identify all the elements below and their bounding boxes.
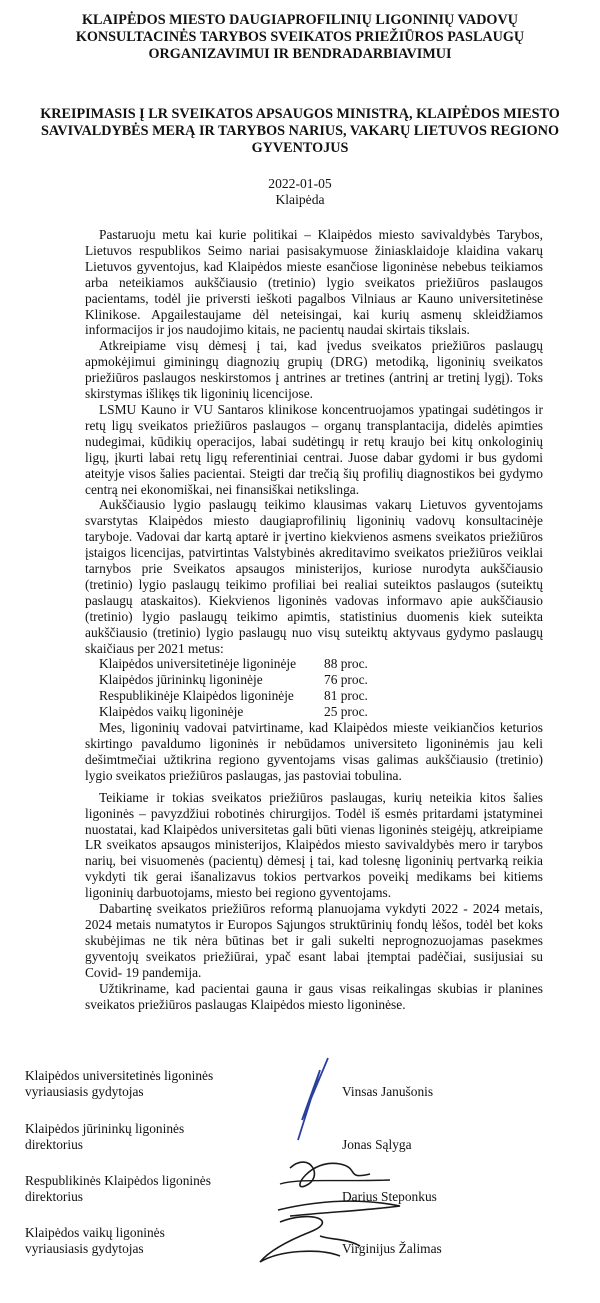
role-line: vyriausiasis gydytojas <box>25 1240 144 1256</box>
paragraph: Mes, ligoninių vadovai patvirtiname, kad Klaipėdos mieste veikiančios keturios skirtingo pavaldumo ligoninės ir nebūdamos universiteto ligoninėmis jau keli dešimtmečiai užtikrina regiono gyventojams visas galimas aukščiausio (tretinio) lygio sveikatos priežiūros paslaugas, jas pastoviai tobulina. <box>85 720 543 783</box>
paragraph: Atkreipiame visų dėmesį į tai, kad įvedus sveikatos priežiūros paslaugų apmokėjimui giminingų diagnozių grupių (DRG) metodiką, ligoninių sveikatos priežiūros paslaugos neskirstomos į antrines ar tretines (antrinį ar tretinį lygį). Toks skirstymas išlikęs tik ligoninių licencijose. <box>85 338 543 402</box>
statistics-table <box>99 656 404 720</box>
percentage-value: 25 proc. <box>324 704 368 720</box>
subject-line: KREIPIMASIS Į LR SVEIKATOS APSAUGOS MINISTRĄ, KLAIPĖDOS MIESTO <box>40 106 560 122</box>
percentage-value: 76 proc. <box>324 672 368 688</box>
document-place: Klaipėda <box>275 192 325 207</box>
paragraph: Aukščiausio lygio paslaugų teikimo klausimas vakarų Lietuvos gyventojams svarstytas Klaipėdos miesto daugiaprofilinių ligoninių vadovų konsultacinėje taryboje. Vadovai dar kartą aptarė ir įvertino kiekvienos asmens sveikatos priežiūros įstaigos licencijas, patvirtintas Valstybinės akreditavimo sveikatos priežiūros veiklai tarnybos prie Sveikatos apsaugos ministerijos, kuriose nurodyta aukščiausio (tretinio) lygio paslaugų teikimo profiliai bei realiai suteiktos paslaugos (suteiktų paslaugų ataskaitos). Kiekvienos ligoninės vadovas informavo apie aukščiausio (tretinio) lygio paslaugų teikimo apimtis, statistinius duomenis kiek suteikta aukščiausio (tretinio) lygio paslaugų nuo visų suteiktų aktyvaus gydymo paslaugų skaičiaus per 2021 metus: <box>85 497 543 656</box>
table-row <box>99 656 404 672</box>
subject-line: SAVIVALDYBĖS MERĄ IR TARYBOS NARIUS, VAKARŲ LIETUVOS REGIONO <box>41 123 559 139</box>
header-line: ORGANIZAVIMUI IR BENDRADARBIAVIMUI <box>148 46 452 62</box>
subject-line: GYVENTOJUS <box>251 140 349 156</box>
subject-heading <box>30 106 570 157</box>
signatory-name: Darius Steponkus <box>342 1189 437 1204</box>
header-line: KLAIPĖDOS MIESTO DAUGIAPROFILINIŲ LIGONINIŲ VADOVŲ <box>82 12 518 28</box>
document-date: 2022-01-05 <box>268 176 332 191</box>
role-line: Klaipėdos universitetinės ligoninės <box>25 1068 214 1083</box>
paragraph: Užtikriname, kad pacientai gauna ir gaus visas reikalingas skubias ir planines sveikatos priežiūros paslaugas Klaipėdos miesto ligoninėse. <box>85 980 543 1012</box>
role-line: direktorius <box>25 1188 84 1204</box>
signatory-name: Jonas Sąlyga <box>342 1137 412 1152</box>
header-line: KONSULTACINĖS TARYBOS SVEIKATOS PRIEŽIŪROS PASLAUGŲ <box>75 29 525 45</box>
hospital-name: Klaipėdos universitetinėje ligoninėje <box>99 656 297 672</box>
signatory-name: Virginijus Žalimas <box>342 1241 442 1256</box>
percentage-value: 88 proc. <box>324 656 368 672</box>
percentage-value: 81 proc. <box>324 688 368 704</box>
hospital-name: Klaipėdos jūrininkų ligoninėje <box>99 672 263 688</box>
paragraph: Dabartinę sveikatos priežiūros reformą planuojama vykdyti 2022 - 2024 metais, 2024 metais numatytos ir Europos Sąjungos struktūrinių fondų lėšos, todėl bet koks skubėjimas ne tik nėra būtinas bet ir gali sukelti neprognozuojamas pasekmes gyventojų sveikatos priežiūrai, ypač esant labai įtemptai padėčiai, susijusiai su Covid- 19 pandemija. <box>85 901 543 980</box>
role-line: vyriausiasis gydytojas <box>25 1083 144 1099</box>
hospital-name: Klaipėdos vaikų ligoninėje <box>99 704 244 720</box>
paragraph: Teikiame ir tokias sveikatos priežiūros paslaugas, kurių neteikia kitos šalies ligoninės – pavyzdžiui robotinės chirurgijos. Todėl iš esmės pritardami įstatyminei nuostatai, kad Klaipėdos universitetas gali būti vienas ligoninės steigėjų, atkreipiame LR sveikatos apsaugos ministerijos, Klaipėdos miesto savivaldybės mero ir tarybos narių, bei visuomenės (pacientų) dėmesį į tai, kad tolesnę ligoninių pertvarką reikia vykdyti tik gerai išanalizavus tokios pertvarkos poveikį medikams bei kitiems ligoninių darbuotojams, miesto bei regiono gyventojams. <box>85 789 543 901</box>
signatory-name: Vinsas Janušonis <box>342 1084 434 1099</box>
signatory-role <box>25 1121 265 1153</box>
table-row <box>99 672 404 688</box>
signatory-role <box>25 1225 265 1257</box>
table-row <box>99 704 404 720</box>
signatory-role <box>25 1173 265 1205</box>
paragraph: Pastaruoju metu kai kurie politikai – Klaipėdos miesto savivaldybės Tarybos, Lietuvos respublikos Seimo nariai pasisakymuose žiniasklaidoje klaidina vakarų Lietuvos gyventojus, kad Klaipėdos mieste esančiose ligoninėse nebebus teikiamos arba neteikiamos aukščiausio (tretinio) lygio sveikatos priežiūros paslaugos pacientams, todėl jie priversti ieškoti pagalbos Vilniaus ar Kauno universitetinėse Klinikose. Apgailestaujame dėl neteisingai, kai kurių asmenų skleidžiamos informacijos ir jos naudojimo kitais, ne pacientų naudai skirtais tikslais. <box>85 227 543 338</box>
role-line: Klaipėdos jūrininkų ligoninės <box>25 1121 185 1136</box>
role-line: direktorius <box>25 1136 84 1152</box>
hospital-name: Respublikinėje Klaipėdos ligoninėje <box>99 688 294 704</box>
paragraph: LSMU Kauno ir VU Santaros klinikose koncentruojamos ypatingai sudėtingos ir retų ligų sveikatos priežiūros paslaugos – organų transplantacija, didelės apimties nudegimai, kūdikių operacijos, labai sudėtingų ir retų kraujo bei kitų onkologinių ligų, įkurti labai retų ligų referentiniai centrai. Juose dabar gydomi ir bus gydomi ateityje visos šalies pacientai. Steigti dar trečią šių profilių diagnostikos bei gydymo centrą nei ekonomiškai, nei finansiškai netikslinga. <box>85 401 543 497</box>
signatory-role <box>25 1068 265 1100</box>
role-line: Klaipėdos vaikų ligoninės <box>25 1225 165 1240</box>
organization-header <box>30 12 570 63</box>
table-row <box>99 688 404 704</box>
role-line: Respublikinės Klaipėdos ligoninės <box>25 1173 211 1188</box>
letter-body <box>85 227 543 1012</box>
